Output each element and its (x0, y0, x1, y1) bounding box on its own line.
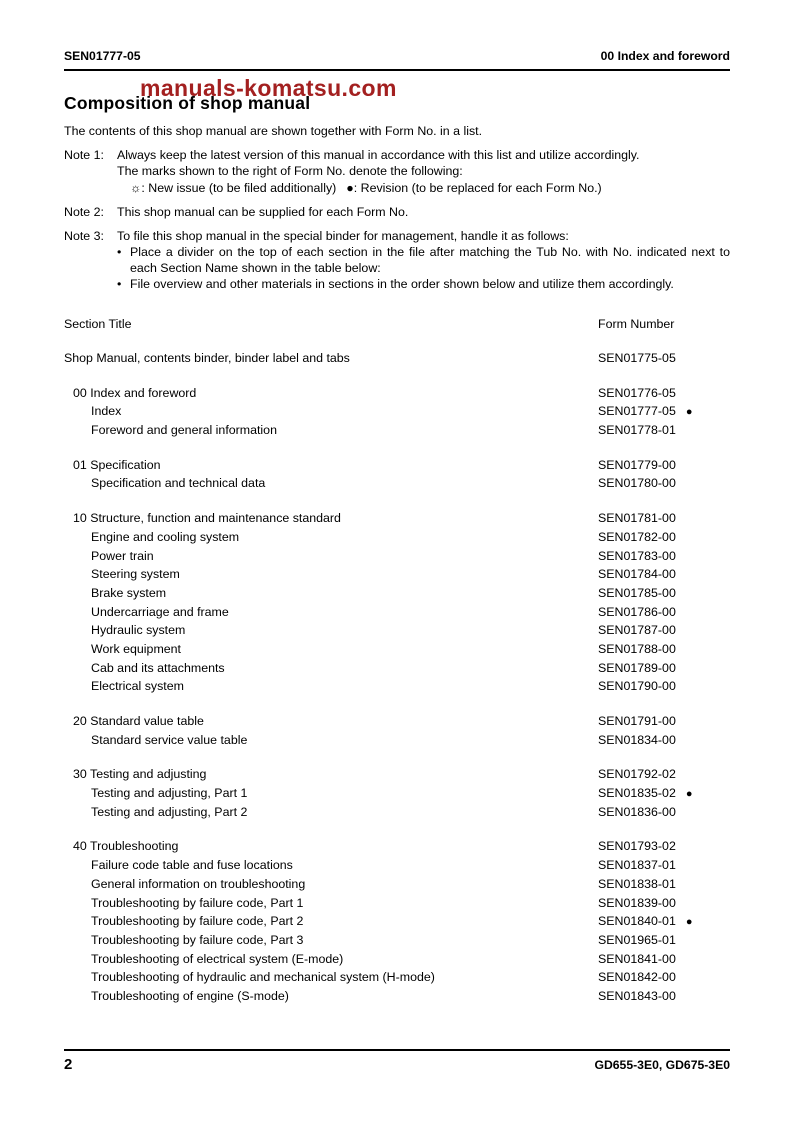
page-title: Composition of shop manual (64, 93, 311, 113)
table-row (64, 912, 730, 931)
note-1-line-1: Always keep the latest version of this manual in accordance with this list and utilize accordingly. (117, 148, 640, 162)
form-number-value: SEN01777-05 (598, 404, 676, 419)
section-title-cell: Cab and its attachments (91, 660, 225, 675)
note-3-line-1: To file this shop manual in the special binder for management, handle it as follows: (117, 229, 569, 243)
page-footer (64, 1049, 730, 1073)
column-form-number: Form Number (598, 317, 675, 331)
table-row (64, 421, 730, 440)
form-number-value: SEN01787-00 (598, 623, 676, 638)
model-numbers: GD655-3E0, GD675-3E0 (594, 1058, 730, 1072)
table-row-group (64, 765, 730, 821)
table-row (64, 603, 730, 622)
table-row (64, 875, 730, 894)
page-header (64, 0, 730, 64)
form-number-cell (598, 640, 730, 659)
form-number-value: SEN01786-00 (598, 604, 676, 619)
section-title-cell: Work equipment (91, 641, 181, 656)
form-number-cell (598, 474, 730, 493)
note-3-body (117, 228, 730, 292)
form-number-cell (598, 950, 730, 969)
section-table-body (64, 349, 730, 1006)
section-title-cell: Power train (91, 548, 154, 563)
section-title-cell: Shop Manual, contents binder, binder label and tabs (64, 351, 350, 365)
form-number-value: SEN01775-05 (598, 351, 676, 365)
table-header (64, 316, 730, 332)
form-number-cell (598, 349, 730, 368)
form-number-value: SEN01782-00 (598, 529, 676, 544)
form-number-cell (598, 677, 730, 696)
form-number-value: SEN01781-00 (598, 511, 676, 526)
section-title-cell: 01 Specification (73, 457, 161, 472)
form-number-cell (598, 894, 730, 913)
form-number-value: SEN01842-00 (598, 970, 676, 985)
note-3-label: Note 3: (64, 229, 104, 243)
note-1-line-2: The marks shown to the right of Form No. denote the following: (117, 164, 463, 178)
section-title-cell: Troubleshooting by failure code, Part 2 (91, 914, 304, 929)
section-title-cell: Troubleshooting by failure code, Part 1 (91, 895, 304, 910)
note-1-label: Note 1: (64, 148, 104, 162)
section-title-cell: Steering system (91, 567, 180, 582)
note-3-bullet-2-text: File overview and other materials in sections in the order shown below and utilize them accordingly. (130, 277, 674, 291)
table-row (64, 894, 730, 913)
table-row (64, 349, 730, 368)
form-number-cell (598, 803, 730, 822)
form-number-value: SEN01783-00 (598, 548, 676, 563)
note-2 (64, 204, 730, 220)
form-number-value: SEN01834-00 (598, 732, 676, 747)
section-title-cell: Index (91, 404, 122, 419)
revision-text: : Revision (to be replaced for each Form No.) (353, 181, 602, 195)
header-section-title: 00 Index and foreword (600, 49, 730, 63)
form-number-value: SEN01789-00 (598, 660, 676, 675)
note-1-body (117, 147, 730, 196)
note-2-label: Note 2: (64, 205, 104, 219)
form-number-value: SEN01790-00 (598, 679, 676, 694)
table-row (64, 784, 730, 803)
form-number-value: SEN01780-00 (598, 476, 676, 491)
form-number-value: SEN01791-00 (598, 714, 676, 728)
form-number-cell (598, 603, 730, 622)
section-title-cell: Troubleshooting of engine (S-mode) (91, 988, 289, 1003)
table-row-group (64, 837, 730, 1005)
table-row (64, 931, 730, 950)
table-row-group (64, 384, 730, 440)
new-issue-text: : New issue (to be filed additionally) (141, 181, 337, 195)
note-2-body (117, 204, 730, 220)
table-row (64, 384, 730, 403)
form-number-cell (598, 547, 730, 566)
bullet-icon: • (117, 245, 122, 259)
section-title-cell: Specification and technical data (91, 476, 266, 491)
form-number-cell (598, 987, 730, 1006)
table-row (64, 565, 730, 584)
section-title-cell: 30 Testing and adjusting (73, 767, 207, 782)
table-row (64, 474, 730, 493)
section-title-cell: 10 Structure, function and maintenance standard (73, 511, 341, 526)
table-row (64, 968, 730, 987)
revision-icon: ● (346, 181, 354, 195)
table-row-group (64, 712, 730, 749)
watermark-text: manuals-komatsu.com (140, 75, 397, 101)
table-row-group (64, 509, 730, 696)
note-3-bullet-1 (117, 244, 730, 276)
section-title-cell: Standard service value table (91, 732, 248, 747)
section-title-cell: Troubleshooting of electrical system (E-mode) (91, 951, 344, 966)
revision-mark-icon: ● (685, 788, 693, 801)
page-number: 2 (64, 1056, 73, 1073)
form-number-cell (598, 528, 730, 547)
form-number-cell (598, 912, 730, 931)
table-row (64, 528, 730, 547)
form-number-cell (598, 731, 730, 750)
form-number-cell (598, 621, 730, 640)
form-number-value: SEN01837-01 (598, 858, 676, 873)
section-title-cell: 20 Standard value table (73, 714, 204, 728)
form-number-cell (598, 565, 730, 584)
section-title-cell: Failure code table and fuse locations (91, 858, 293, 873)
marks-legend (117, 180, 730, 196)
header-rule (64, 69, 730, 71)
section-title-cell: 00 Index and foreword (73, 385, 197, 400)
section-title-cell: Undercarriage and frame (91, 604, 229, 619)
section-title-cell: Testing and adjusting, Part 2 (91, 804, 248, 819)
table-row (64, 712, 730, 731)
intro-text: The contents of this shop manual are shown together with Form No. in a list. (64, 124, 483, 138)
form-number-value: SEN01839-00 (598, 895, 676, 910)
section-title-cell: Hydraulic system (91, 623, 186, 638)
form-number-cell (598, 765, 730, 784)
section-title-cell: Troubleshooting of hydraulic and mechanical system (H-mode) (91, 970, 435, 985)
table-row-group (64, 456, 730, 493)
table-row (64, 584, 730, 603)
bullet-icon: • (117, 277, 122, 291)
section-title-cell: Electrical system (91, 679, 184, 694)
revision-mark-icon: ● (685, 916, 693, 929)
form-number-value: SEN01840-01 (598, 914, 676, 929)
table-row (64, 677, 730, 696)
form-number-value: SEN01788-00 (598, 641, 676, 656)
table-row (64, 509, 730, 528)
table-row (64, 803, 730, 822)
note-1 (64, 147, 730, 196)
form-number-value: SEN01793-02 (598, 839, 676, 854)
form-number-cell (598, 856, 730, 875)
note-3-bullet-2 (117, 276, 730, 292)
section-title-cell: General information on troubleshooting (91, 876, 306, 891)
table-row (64, 856, 730, 875)
form-number-value: SEN01841-00 (598, 951, 676, 966)
form-number-cell (598, 875, 730, 894)
form-number-cell (598, 509, 730, 528)
form-number-value: SEN01836-00 (598, 804, 676, 819)
form-number-value: SEN01792-02 (598, 767, 676, 782)
form-number-cell (598, 421, 730, 440)
form-number-cell (598, 837, 730, 856)
form-number-cell (598, 712, 730, 731)
form-number-cell (598, 931, 730, 950)
note-3-bullet-1-text: Place a divider on the top of each section in the file after matching the Tub No. with No. indicated next to each Section Name shown in the table below: (130, 245, 730, 275)
form-number-value: SEN01776-05 (598, 385, 676, 400)
section-title-cell: Foreword and general information (91, 423, 277, 438)
table-row (64, 837, 730, 856)
section-title-cell: Troubleshooting by failure code, Part 3 (91, 932, 304, 947)
revision-mark-icon: ● (685, 406, 693, 419)
form-number-value: SEN01965-01 (598, 932, 676, 947)
table-row (64, 765, 730, 784)
section-title-cell: Engine and cooling system (91, 529, 240, 544)
table-row (64, 731, 730, 750)
header-doc-number: SEN01777-05 (64, 49, 141, 63)
form-number-cell (598, 456, 730, 475)
form-number-value: SEN01838-01 (598, 876, 676, 891)
form-number-value: SEN01784-00 (598, 567, 676, 582)
table-row (64, 659, 730, 678)
table-row (64, 621, 730, 640)
table-row (64, 640, 730, 659)
note-3 (64, 228, 730, 292)
table-row (64, 987, 730, 1006)
column-section-title: Section Title (64, 317, 132, 331)
form-number-value: SEN01785-00 (598, 585, 676, 600)
table-row-group (64, 349, 730, 368)
form-number-value: SEN01779-00 (598, 457, 676, 472)
note-2-line-1: This shop manual can be supplied for each Form No. (117, 205, 409, 219)
form-number-cell (598, 402, 730, 421)
form-number-cell (598, 659, 730, 678)
section-title-cell: Testing and adjusting, Part 1 (91, 786, 248, 801)
form-number-cell (598, 784, 730, 803)
table-row (64, 950, 730, 969)
form-number-cell (598, 584, 730, 603)
form-number-value: SEN01835-02 (598, 786, 676, 801)
table-row (64, 402, 730, 421)
new-issue-icon: ☼ (130, 181, 142, 195)
form-number-cell (598, 968, 730, 987)
table-row (64, 456, 730, 475)
table-row (64, 547, 730, 566)
section-title-cell: 40 Troubleshooting (73, 839, 179, 854)
section-title-cell: Brake system (91, 585, 167, 600)
form-number-cell (598, 384, 730, 403)
form-number-value: SEN01843-00 (598, 988, 676, 1003)
form-number-value: SEN01778-01 (598, 423, 676, 438)
